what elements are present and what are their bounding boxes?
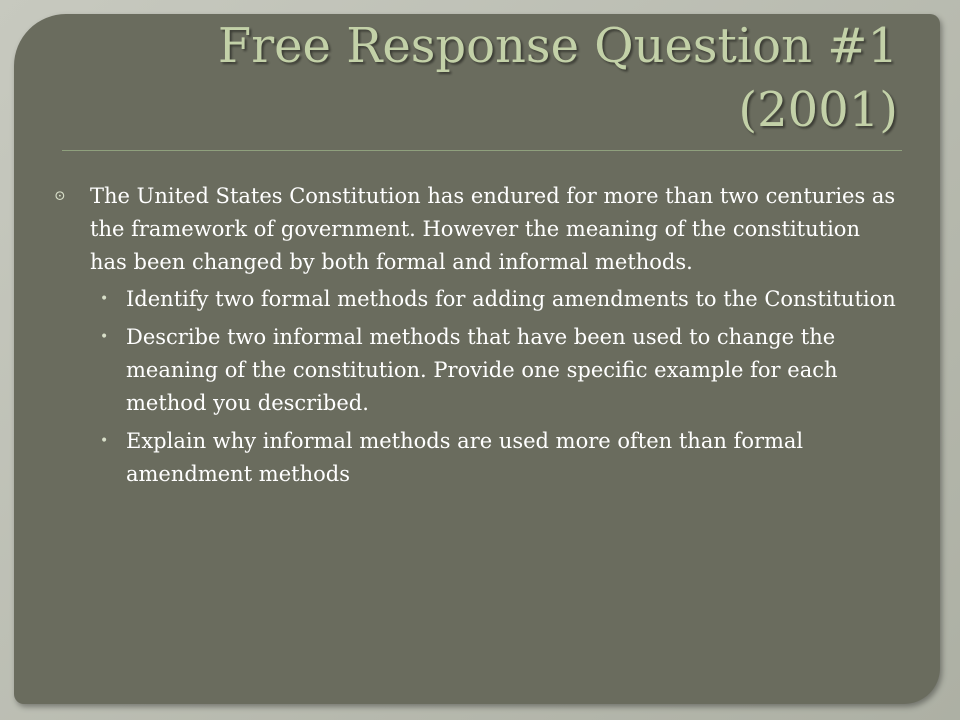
sub-bullet-text: Explain why informal methods are used more often than formal amendment methods: [126, 429, 804, 486]
sub-bullet-item: [52, 283, 902, 316]
slide-content: [52, 180, 902, 496]
main-bullet-item: [52, 180, 902, 279]
title-divider: [62, 150, 902, 151]
main-bullet-text: The United States Constitution has endured for more than two centuries as the framework of government. However the meaning of the constitution has been changed by both formal and informal methods.: [90, 184, 896, 274]
sub-bullet-text: Identify two formal methods for adding amendments to the Constitution: [126, 287, 896, 311]
sub-bullet-item: [52, 425, 902, 491]
sub-bullet-text: Describe two informal methods that have been used to change the meaning of the constitution. Provide one specific example for each method you described.: [126, 325, 838, 415]
dot-bullet-icon: •: [100, 329, 109, 345]
dot-bullet-icon: •: [100, 433, 109, 449]
slide-title: Free Response Question #1 (2001): [217, 18, 898, 138]
dot-bullet-icon: •: [100, 291, 109, 307]
sub-bullet-item: [52, 321, 902, 420]
circle-bullet-icon: ⊙: [54, 188, 66, 204]
